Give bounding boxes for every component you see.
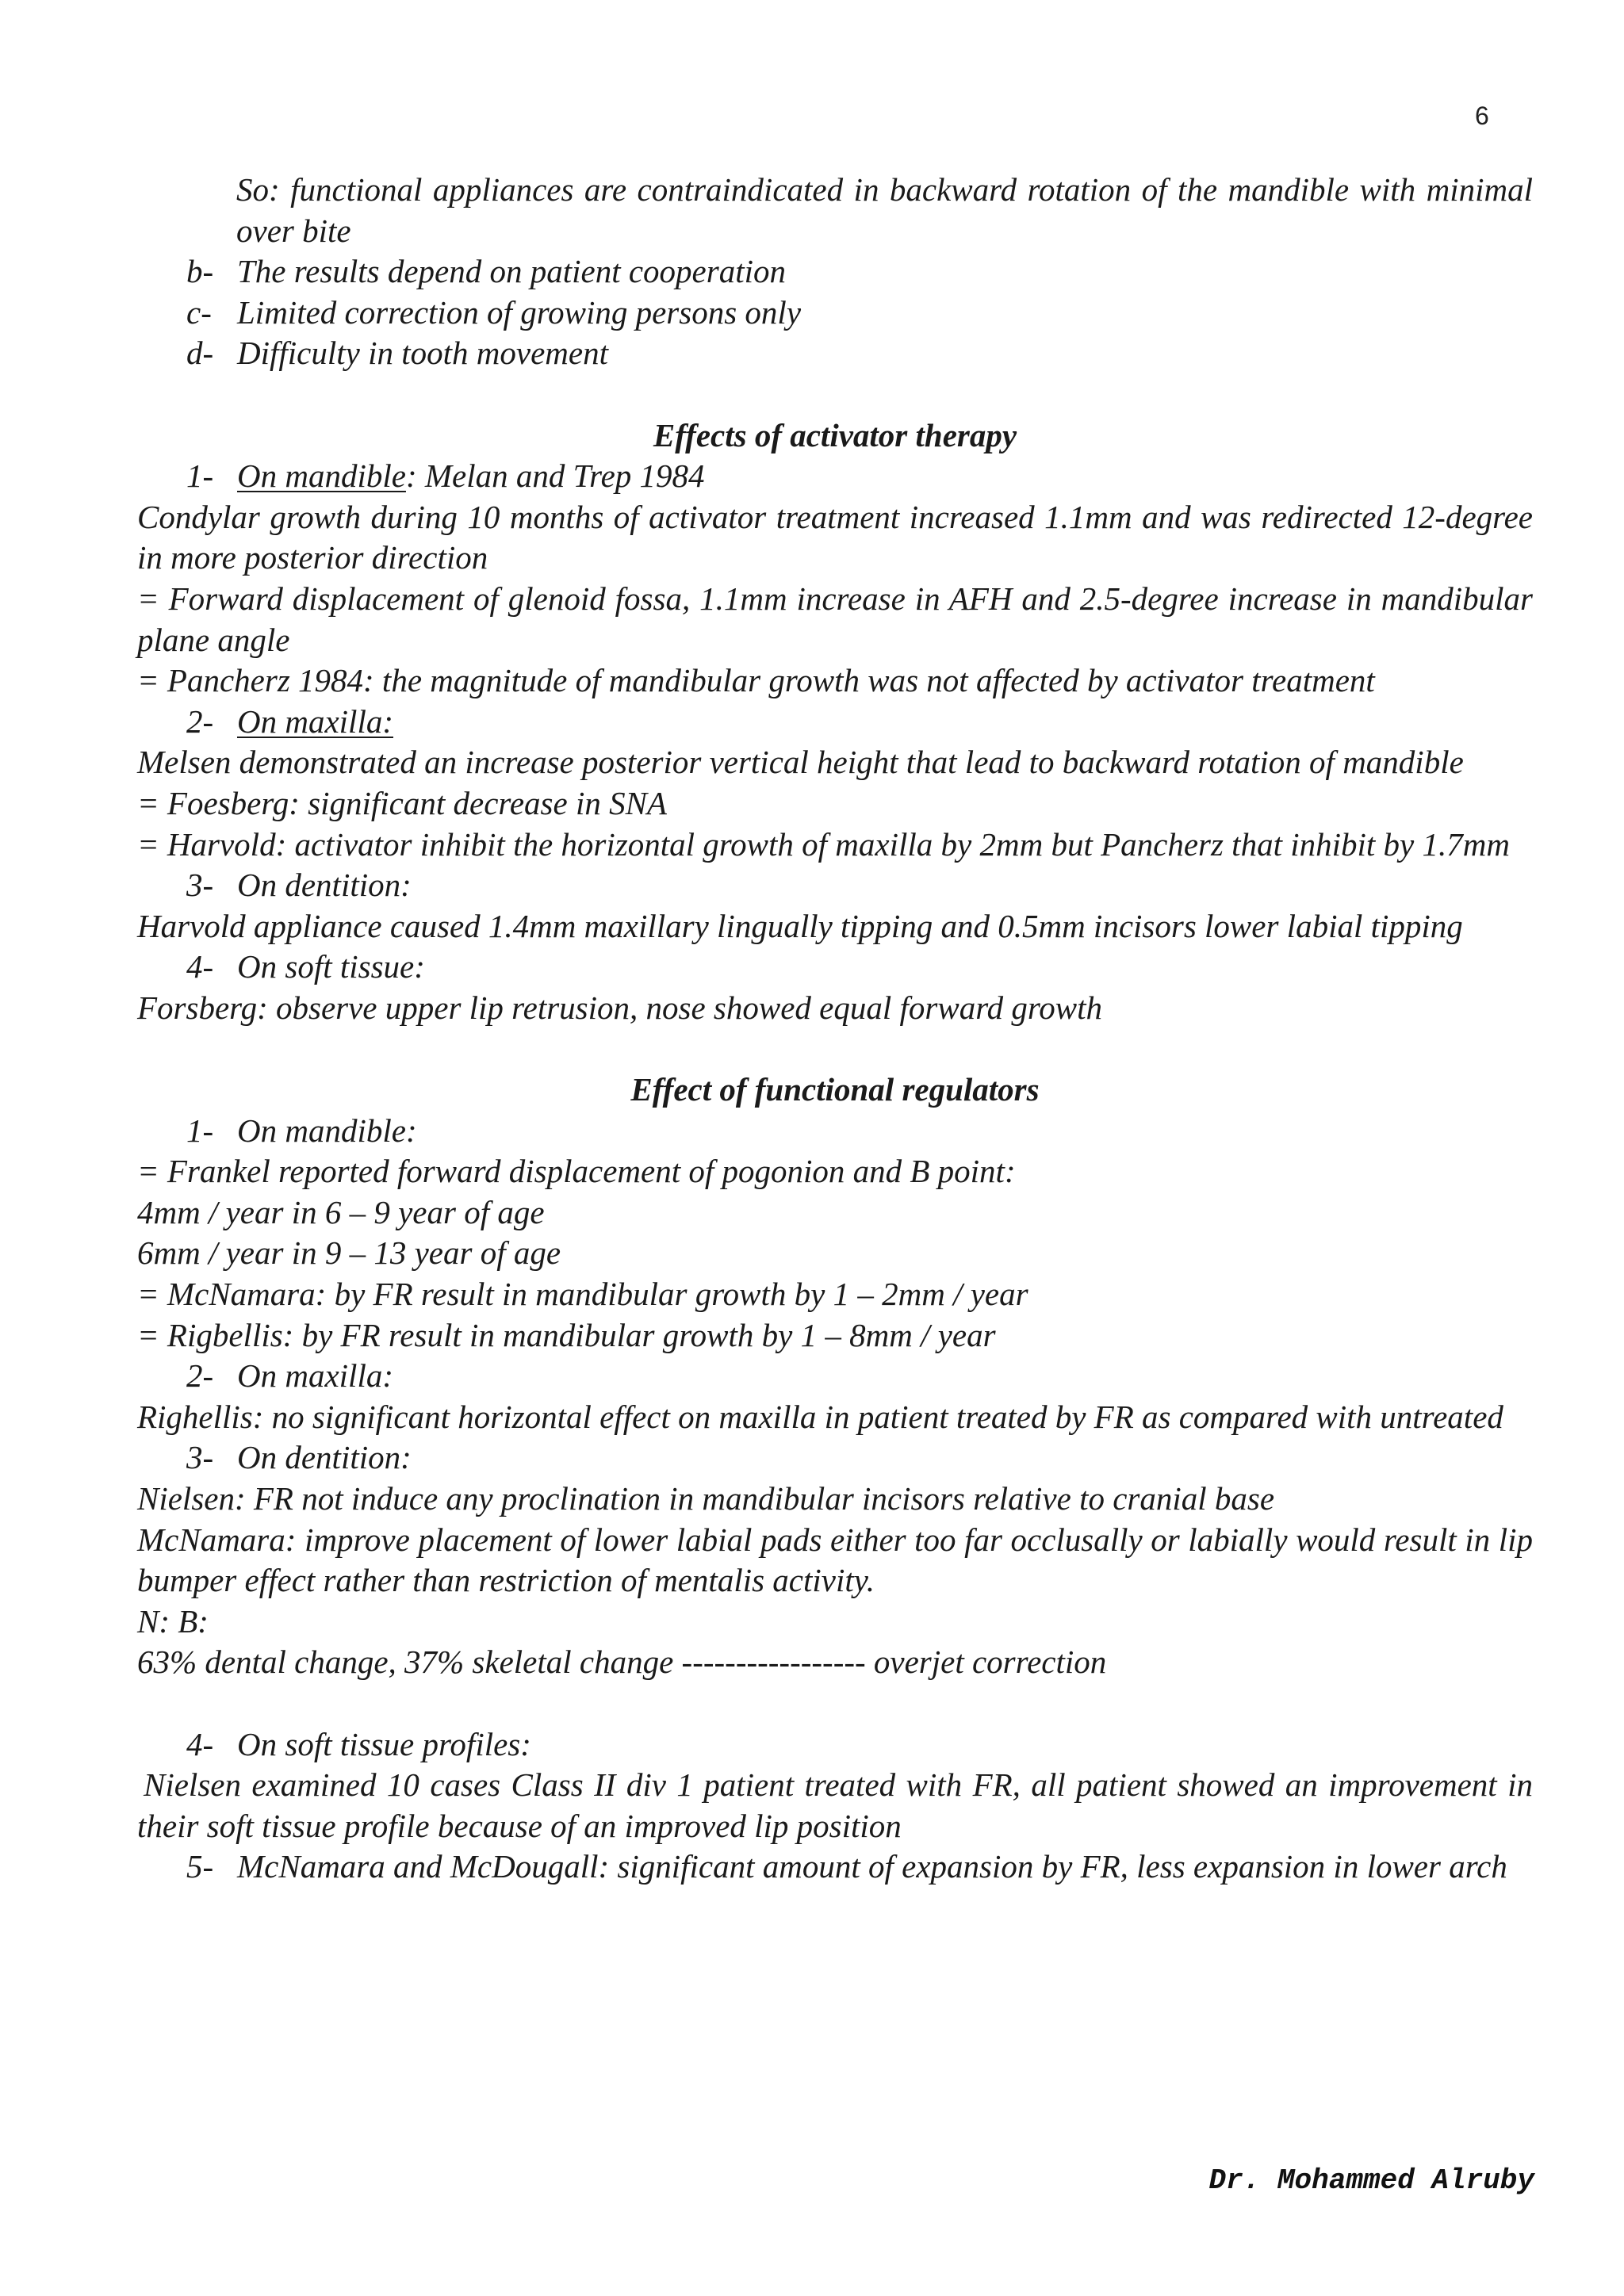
paragraph: = Pancherz 1984: the magnitude of mandibular growth was not affected by activator treatment	[137, 662, 1375, 699]
document-body	[137, 170, 1533, 1888]
paragraph: Condylar growth during 10 months of activator treatment increased 1.1mm and was redirected 12-degree in more posterior direction	[137, 498, 1533, 576]
paragraph: Nielsen examined 10 cases Class II div 1 patient treated with FR, all patient showed an improvement in their soft tissue profile because of an improved lip position	[137, 1766, 1533, 1844]
list-marker: 3-	[186, 867, 214, 904]
paragraph: = Harvold: activator inhibit the horizontal growth of maxilla by 2mm but Pancherz that inhibit by 1.7mm	[137, 825, 1510, 863]
paragraph: McNamara: improve placement of lower labial pads either too far occlusally or labially would result in lip bumper effect rather than restriction of mentalis activity.	[137, 1521, 1533, 1599]
subsection-soft-tissue	[137, 947, 1533, 988]
subsection-label: On soft tissue profiles:	[237, 1725, 531, 1762]
list-marker: c-	[186, 293, 212, 331]
subsection-label: On dentition:	[237, 867, 412, 904]
list-item-text: Limited correction of growing persons only	[237, 293, 802, 331]
intro-line: So: functional appliances are contraindicated in backward rotation of the mandible with minimal over bite	[236, 171, 1533, 249]
list-marker: 1-	[186, 457, 214, 495]
list-item-text: McNamara and McDougall: significant amount of expansion by FR, less expansion in lower arch	[237, 1848, 1507, 1885]
page-number: 6	[1475, 101, 1489, 130]
list-item	[137, 293, 1533, 334]
list-marker: 2-	[186, 1357, 214, 1395]
list-item-text: Difficulty in tooth movement	[237, 335, 608, 372]
paragraph: Righellis: no significant horizontal effect on maxilla in patient treated by FR as compared with untreated	[137, 1398, 1503, 1435]
paragraph: = Frankel reported forward displacement of pogonion and B point:	[137, 1153, 1016, 1190]
subsection-soft-tissue-profiles	[137, 1724, 1533, 1766]
list-marker: 3-	[186, 1439, 214, 1476]
paragraph: 6mm / year in 9 – 13 year of age	[137, 1234, 561, 1272]
paragraph: Forsberg: observe upper lip retrusion, nose showed equal forward growth	[137, 989, 1103, 1026]
paragraph: Nielsen: FR not induce any proclination in mandibular incisors relative to cranial base	[137, 1480, 1275, 1517]
subsection-dentition	[137, 1437, 1533, 1479]
paragraph: Melsen demonstrated an increase posterior vertical height that lead to backward rotation of mandible	[137, 744, 1464, 781]
subsection-mandible	[137, 456, 1533, 497]
paragraph: = McNamara: by FR result in mandibular growth by 1 – 2mm / year	[137, 1276, 1028, 1313]
subsection-maxilla	[137, 702, 1533, 743]
list-marker: 4-	[186, 1725, 214, 1762]
paragraph: = Forward displacement of glenoid fossa, 1.1mm increase in AFH and 2.5-degree increase in mandibular plane angle	[137, 580, 1533, 658]
subsection-dentition	[137, 865, 1533, 906]
list-marker: 1-	[186, 1112, 214, 1149]
list-item-text: The results depend on patient cooperation	[237, 253, 786, 290]
paragraph: 63% dental change, 37% skeletal change ----------------- overjet correction	[137, 1644, 1107, 1681]
subsection-maxilla	[137, 1356, 1533, 1397]
list-item	[137, 251, 1533, 293]
subsection-label: On mandible	[237, 457, 406, 495]
subsection-label: On maxilla:	[237, 702, 393, 740]
list-marker: d-	[186, 335, 214, 372]
subsection-label: On maxilla:	[237, 1357, 393, 1395]
list-item	[137, 1846, 1533, 1888]
nota-bene-label: N: B:	[137, 1602, 209, 1640]
list-marker: b-	[186, 253, 214, 290]
subsection-citation: : Melan and Trep 1984	[405, 457, 705, 495]
subsection-label: On soft tissue:	[237, 948, 425, 985]
paragraph: Harvold appliance caused 1.4mm maxillary lingually tipping and 0.5mm incisors lower labial tipping	[137, 907, 1463, 944]
section-heading-activator: Effects of activator therapy	[653, 416, 1017, 453]
subsection-mandible	[137, 1111, 1533, 1152]
author-footer: Dr. Mohammed Alruby	[1208, 2164, 1534, 2197]
list-item	[137, 333, 1533, 374]
paragraph: 4mm / year in 6 – 9 year of age	[137, 1193, 545, 1230]
paragraph: = Foesberg: significant decrease in SNA	[137, 784, 667, 821]
subsection-label: On dentition:	[237, 1439, 412, 1476]
subsection-label: On mandible:	[237, 1112, 417, 1149]
paragraph: = Rigbellis: by FR result in mandibular growth by 1 – 8mm / year	[137, 1316, 996, 1353]
list-marker: 4-	[186, 948, 214, 985]
list-marker: 2-	[186, 702, 214, 740]
list-marker: 5-	[186, 1848, 214, 1885]
section-heading-functional-regulators: Effect of functional regulators	[630, 1071, 1040, 1108]
